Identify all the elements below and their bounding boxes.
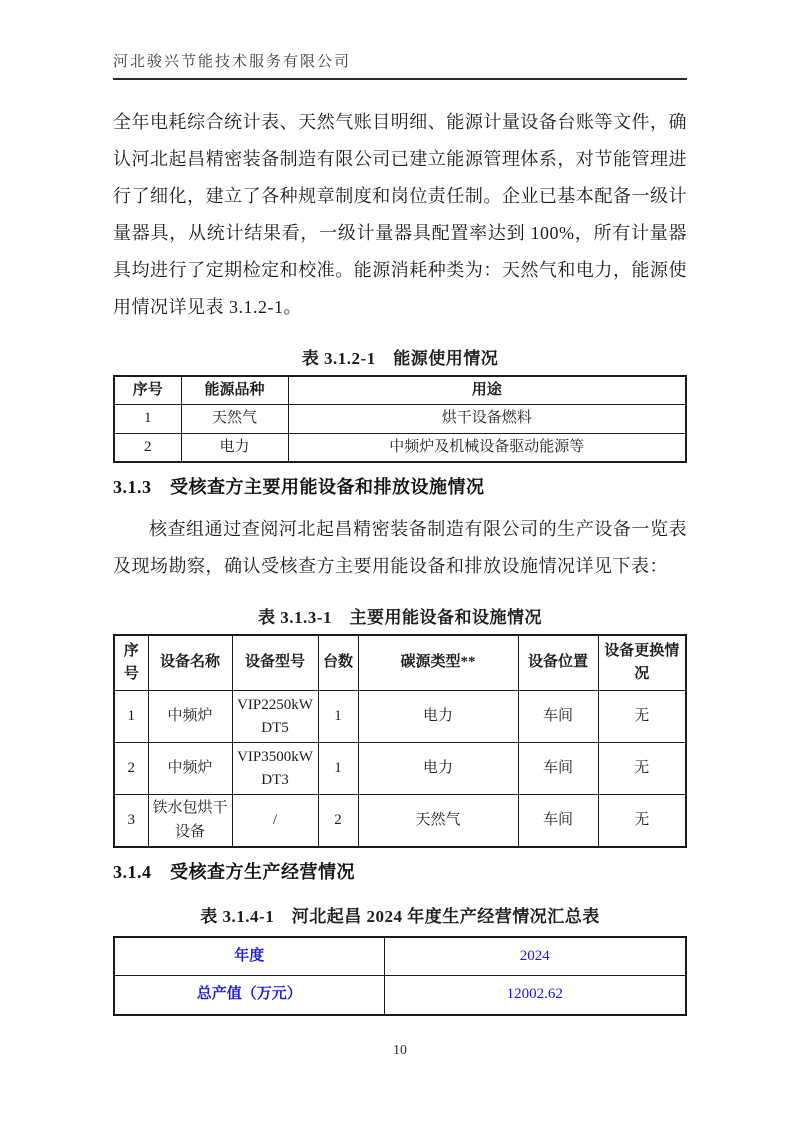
table-cell: 年度	[114, 937, 384, 976]
table-cell: 12002.62	[384, 976, 686, 1015]
table-row	[114, 743, 686, 795]
table-row	[114, 433, 686, 462]
page-header-company-name: 河北骏兴节能技术服务有限公司	[113, 50, 687, 80]
table-title-equipment: 表 3.1.3-1 主要用能设备和设施情况	[258, 607, 542, 627]
column-header: 序号	[114, 376, 181, 405]
table-cell: 3	[114, 795, 148, 847]
paragraph-equipment-intro: 核查组通过查阅河北起昌精密装备制造有限公司的生产设备一览表及现场勘察，确认受核查方主要用能设备和排放设施情况详见下表：	[113, 518, 687, 576]
table-cell: 中频炉及机械设备驱动能源等	[288, 433, 686, 462]
table-cell: 1	[318, 743, 358, 795]
column-header: 设备位置	[518, 635, 598, 691]
table-cell: 铁水包烘干设备	[148, 795, 232, 847]
table-row	[114, 795, 686, 847]
table-header-row	[114, 635, 686, 691]
page-number: 10	[393, 1042, 407, 1058]
table-cell: 车间	[518, 743, 598, 795]
section-heading-3-1-4: 3.1.4 受核查方生产经营情况	[113, 861, 355, 882]
energy-use-table	[113, 375, 687, 463]
table-cell: 中频炉	[148, 743, 232, 795]
table-cell: VIP2250kW DT5	[232, 691, 318, 743]
table-cell: 车间	[518, 691, 598, 743]
production-summary-table	[113, 936, 687, 1016]
table-cell: 1	[318, 691, 358, 743]
column-header: 用途	[288, 376, 686, 405]
table-cell: 电力	[358, 743, 518, 795]
table-cell: 车间	[518, 795, 598, 847]
table-cell: 无	[598, 691, 686, 743]
table-cell: 2	[114, 433, 181, 462]
table-cell: 无	[598, 743, 686, 795]
column-header: 设备型号	[232, 635, 318, 691]
table-cell: 中频炉	[148, 691, 232, 743]
table-header-row	[114, 376, 686, 405]
table-cell: 1	[114, 691, 148, 743]
column-header: 序号	[114, 635, 148, 691]
table-row	[114, 937, 686, 976]
table-row	[114, 976, 686, 1015]
table-cell: 2	[114, 743, 148, 795]
table-title-energy-use: 表 3.1.2-1 能源使用情况	[301, 349, 499, 368]
column-header: 设备名称	[148, 635, 232, 691]
table-cell: 电力	[181, 433, 288, 462]
column-header: 设备更换情况	[598, 635, 686, 691]
column-header: 能源品种	[181, 376, 288, 405]
table-cell: 总产值（万元）	[114, 976, 384, 1015]
column-header: 碳源类型**	[358, 635, 518, 691]
paragraph-energy-management: 全年电耗综合统计表、天然气账目明细、能源计量设备台账等文件，确认河北起昌精密装备制造有限公司已建立能源管理体系，对节能管理进行了细化，建立了各种规章制度和岗位责任制。企业已基本配备一级计量器具，从统计结果看，一级计量器具配置率达到 100%，所有计量器具均进行了定期检定和校准。能源消耗种类为：天然气和电力，能源使用情况详见表 3.1.2-1。	[113, 112, 687, 317]
table-cell: /	[232, 795, 318, 847]
column-header: 台数	[318, 635, 358, 691]
table-title-production: 表 3.1.4-1 河北起昌 2024 年度生产经营情况汇总表	[200, 906, 600, 926]
table-row	[114, 691, 686, 743]
table-cell: 2024	[384, 937, 686, 976]
table-cell: VIP3500kW DT3	[232, 743, 318, 795]
table-cell: 电力	[358, 691, 518, 743]
table-cell: 天然气	[181, 405, 288, 433]
table-cell: 1	[114, 405, 181, 433]
table-row	[114, 405, 686, 433]
table-cell: 2	[318, 795, 358, 847]
table-cell: 天然气	[358, 795, 518, 847]
section-heading-3-1-3: 3.1.3 受核查方主要用能设备和排放设施情况	[113, 476, 485, 497]
table-cell: 烘干设备燃料	[288, 405, 686, 433]
equipment-table	[113, 634, 687, 848]
table-cell: 无	[598, 795, 686, 847]
